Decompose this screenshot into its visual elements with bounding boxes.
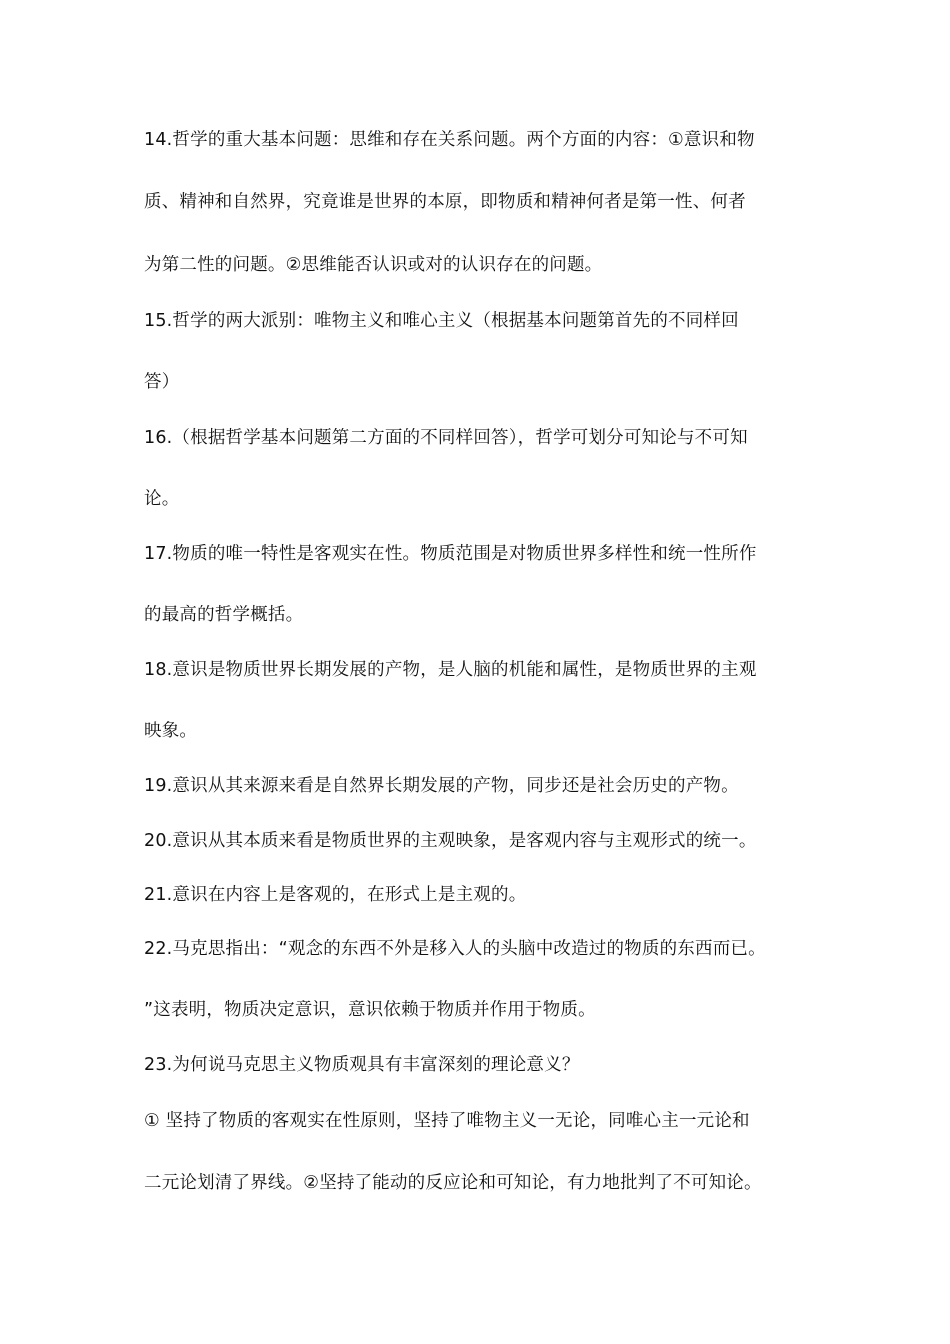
text-line: 15.哲学的两大派别：唯物主义和唯心主义（根据基本问题第首先的不同样回 [144, 311, 739, 331]
text-line: 23.为何说马克思主义物质观具有丰富深刻的理论意义？ [144, 1055, 580, 1075]
text-line: 17.物质的唯一特性是客观实在性。物质范围是对物质世界多样性和统一性所作 [144, 544, 757, 564]
text-line: ”这表明，物质决定意识，意识依赖于物质并作用于物质。 [144, 1000, 596, 1020]
text-line: 19.意识从其来源来看是自然界长期发展的产物，同步还是社会历史的产物。 [144, 776, 739, 796]
text-line: 22.马克思指出：“观念的东西不外是移入人的头脑中改造过的物质的东西而已。 [144, 939, 766, 959]
text-line: 质、精神和自然界，究竟谁是世界的本原，即物质和精神何者是第一性、何者 [144, 192, 746, 212]
text-line: 论。 [144, 489, 180, 509]
text-line: ① 坚持了物质的客观实在性原则，坚持了唯物主义一无论，同唯心主一元论和 [144, 1111, 750, 1131]
text-line: 14.哲学的重大基本问题：思维和存在关系问题。两个方面的内容：①意识和物 [144, 130, 755, 150]
text-line: 18.意识是物质世界长期发展的产物，是人脑的机能和属性，是物质世界的主观 [144, 660, 757, 680]
text-line: 二元论划清了界线。②坚持了能动的反应论和可知论，有力地批判了不可知论。 [144, 1173, 762, 1193]
text-line: 为第二性的问题。②思维能否认识或对的认识存在的问题。 [144, 255, 603, 275]
text-line: 答） [144, 372, 180, 392]
text-line: 映象。 [144, 721, 198, 741]
text-line: 20.意识从其本质来看是物质世界的主观映象，是客观内容与主观形式的统一。 [144, 831, 757, 851]
text-line: 16.（根据哲学基本问题第二方面的不同样回答），哲学可划分可知论与不可知 [144, 428, 748, 448]
text-line: 21.意识在内容上是客观的，在形式上是主观的。 [144, 885, 527, 905]
text-line: 的最高的哲学概括。 [144, 605, 304, 625]
